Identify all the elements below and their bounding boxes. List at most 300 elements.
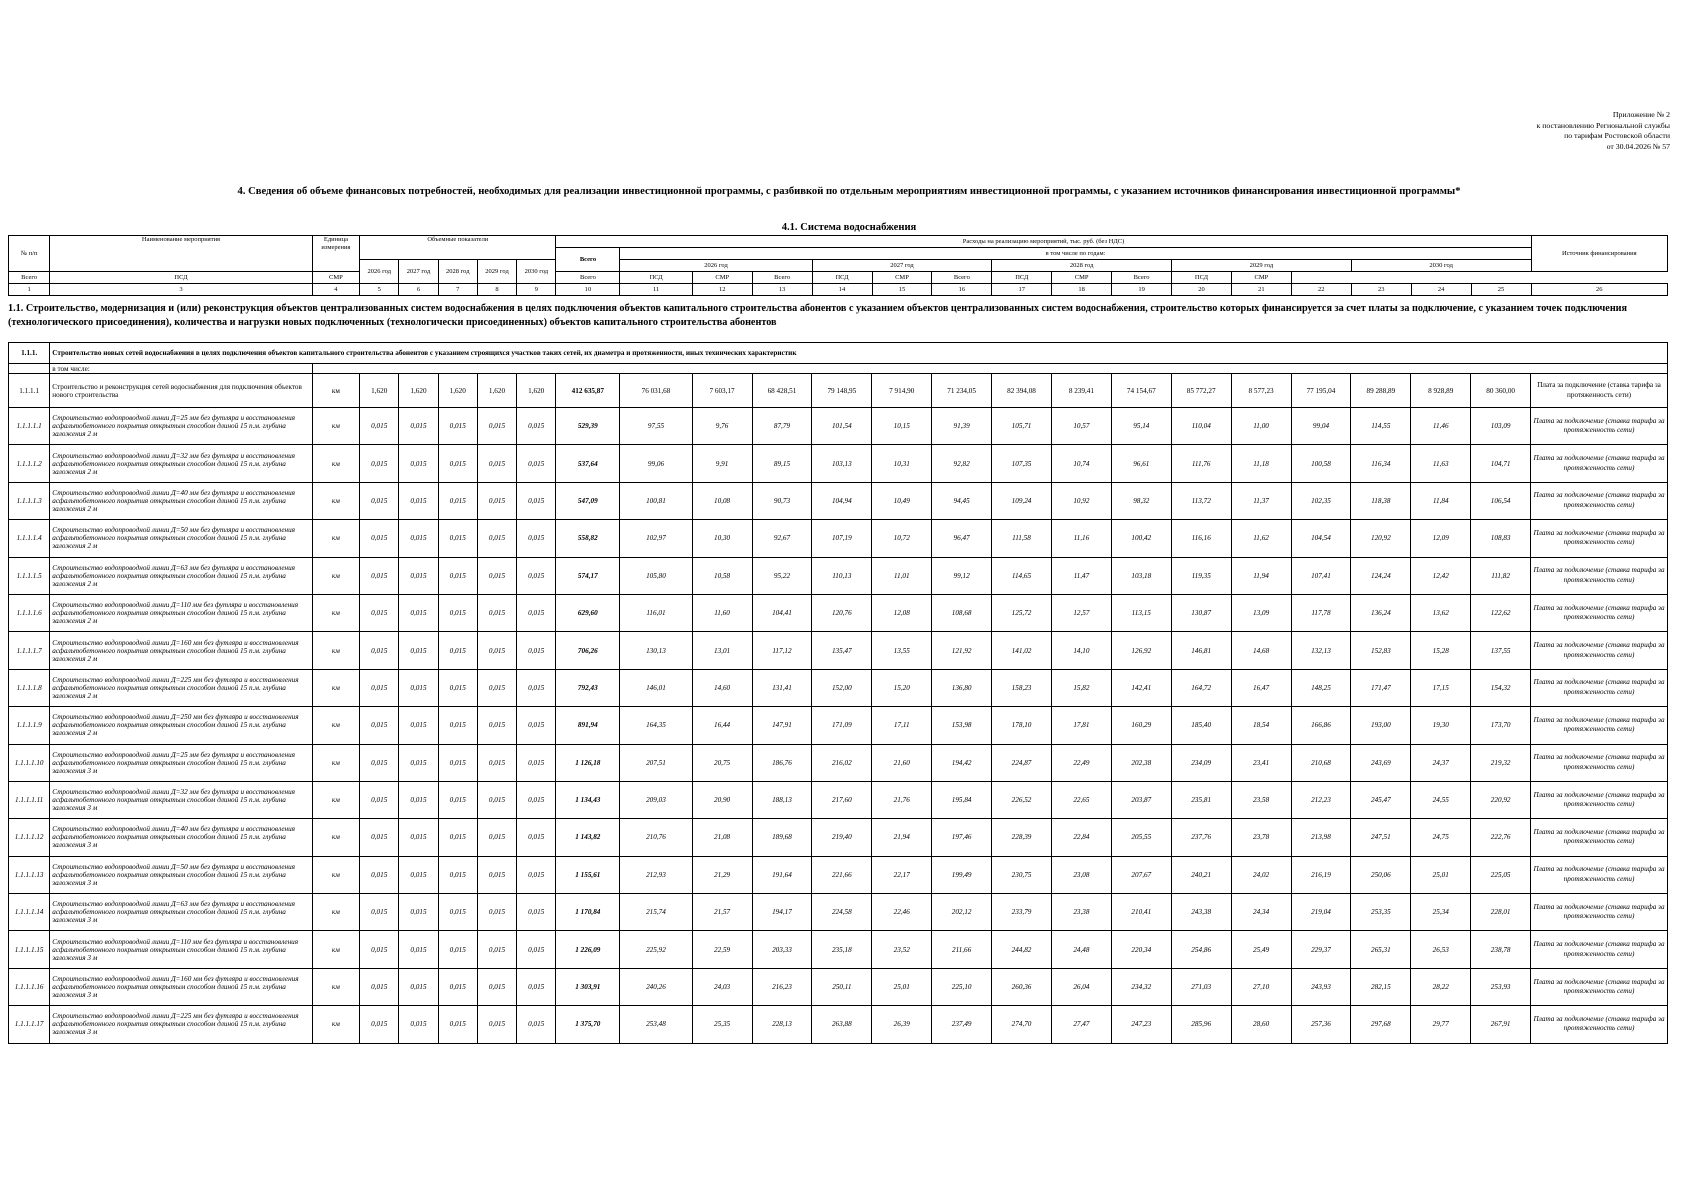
row-num: 1.1.1.1.16 — [9, 968, 50, 1005]
row-cost: 225,92 — [620, 931, 692, 968]
row-cost: 216,02 — [812, 744, 872, 781]
row-cost: 105,80 — [620, 557, 692, 594]
row-cost: 282,15 — [1351, 968, 1411, 1005]
header-colnum: 11 — [620, 284, 692, 296]
row-cost: 25,01 — [1411, 856, 1471, 893]
row-source: Плата за подключение (ставка тарифа за протяженность сети) — [1531, 707, 1668, 744]
row-cost: 207,51 — [620, 744, 692, 781]
row-volume: 0,015 — [399, 520, 438, 557]
row-cost: 131,41 — [752, 669, 812, 706]
row-name: Строительство водопроводной линии Д=40 мм без футляра и восстановления асфальтобетонного покрытия открытым способом длиной 15 п.м. глубина заложения 3 м — [50, 819, 312, 856]
row-cost: 9,91 — [692, 445, 752, 482]
row-cost: 19,30 — [1411, 707, 1471, 744]
row-total: 1 170,84 — [556, 894, 620, 931]
row-cost: 250,11 — [812, 968, 872, 1005]
row-cost: 11,84 — [1411, 482, 1471, 519]
row-name: Строительство водопроводной линии Д=32 мм без футляра и восстановления асфальтобетонного покрытия открытым способом длиной 15 п.м. глубина заложения 2 м — [50, 445, 312, 482]
row-cost: 14,10 — [1051, 632, 1111, 669]
row-volume: 0,015 — [399, 408, 438, 445]
row-cost: 8 928,89 — [1411, 374, 1471, 408]
row-cost: 71 234,05 — [932, 374, 992, 408]
row-cost: 24,03 — [692, 968, 752, 1005]
header-colnum: 17 — [992, 284, 1052, 296]
row-cost: 15,28 — [1411, 632, 1471, 669]
row-volume: 0,015 — [399, 445, 438, 482]
row-name: Строительство водопроводной линии Д=50 мм без футляра и восстановления асфальтобетонного покрытия открытым способом длиной 15 п.м. глубина заложения 3 м — [50, 856, 312, 893]
row-volume: 0,015 — [477, 856, 516, 893]
header-colnum: 21 — [1231, 284, 1291, 296]
row-cost: 116,01 — [620, 594, 692, 631]
row-unit: км — [312, 482, 360, 519]
row-num: 1.1.1.1.12 — [9, 819, 50, 856]
table-row — [9, 482, 1668, 519]
row-cost: 116,34 — [1351, 445, 1411, 482]
row-cost: 74 154,67 — [1111, 374, 1171, 408]
row-volume: 0,015 — [438, 856, 477, 893]
row-cost: 16,47 — [1231, 669, 1291, 706]
row-volume: 0,015 — [438, 632, 477, 669]
header-total: Всего — [556, 248, 620, 272]
table-row — [9, 931, 1668, 968]
row-volume: 0,015 — [399, 632, 438, 669]
row-num: 1.1.1.1.8 — [9, 669, 50, 706]
header-cost-year: 2027 год — [812, 260, 992, 272]
row-cost: 22,17 — [872, 856, 932, 893]
row-volume: 0,015 — [438, 707, 477, 744]
row-volume: 0,015 — [399, 819, 438, 856]
row-volume: 0,015 — [477, 557, 516, 594]
row-volume: 0,015 — [360, 669, 399, 706]
row-cost: 25,35 — [692, 1006, 752, 1043]
header-subcol: ПСД — [50, 272, 312, 284]
header-name: Наименование мероприятия — [50, 236, 312, 272]
row-cost: 254,86 — [1171, 931, 1231, 968]
row-cost: 9,76 — [692, 408, 752, 445]
row-cost: 22,46 — [872, 894, 932, 931]
document-title: 4. Сведения об объеме финансовых потребностей, необходимых для реализации инвестиционной программы, с разбивкой по отдельным мероприятиям инвестиционной программы, с указанием источников финансирования инвестиционной программы* — [237, 186, 1461, 197]
header-subcol: СМР — [1231, 272, 1291, 284]
row-cost: 96,61 — [1111, 445, 1171, 482]
row-volume: 1,620 — [477, 374, 516, 408]
row-cost: 136,24 — [1351, 594, 1411, 631]
row-volume: 0,015 — [477, 445, 516, 482]
row-cost: 11,18 — [1231, 445, 1291, 482]
row-cost: 68 428,51 — [752, 374, 812, 408]
header-volume-year: 2027 год — [399, 260, 438, 284]
row-cost: 13,55 — [872, 632, 932, 669]
row-name: Строительство водопроводной линии Д=40 мм без футляра и восстановления асфальтобетонного покрытия открытым способом длиной 15 п.м. глубина заложения 2 м — [50, 482, 312, 519]
row-volume: 0,015 — [517, 707, 556, 744]
row-cost: 234,32 — [1111, 968, 1171, 1005]
row-volume: 0,015 — [477, 819, 516, 856]
row-cost: 21,29 — [692, 856, 752, 893]
row-name: Строительство водопроводной линии Д=25 мм без футляра и восстановления асфальтобетонного покрытия открытым способом длиной 15 п.м. глубина заложения 3 м — [50, 744, 312, 781]
row-source: Плата за подключение (ставка тарифа за протяженность сети) — [1531, 594, 1668, 631]
row-cost: 193,00 — [1351, 707, 1411, 744]
row-cost: 24,48 — [1051, 931, 1111, 968]
row-volume: 0,015 — [477, 894, 516, 931]
header-unit: Единица измерения — [312, 236, 360, 272]
row-cost: 224,87 — [992, 744, 1052, 781]
appendix-line: Приложение № 2 — [1612, 110, 1670, 119]
row-cost: 164,72 — [1171, 669, 1231, 706]
table-row — [9, 1006, 1668, 1043]
row-source: Плата за подключение (ставка тарифа за протяженность сети) — [1531, 669, 1668, 706]
row-volume: 0,015 — [477, 594, 516, 631]
row-cost: 25,49 — [1231, 931, 1291, 968]
row-cost: 228,39 — [992, 819, 1052, 856]
row-volume: 0,015 — [477, 482, 516, 519]
row-volume: 0,015 — [438, 520, 477, 557]
row-volume: 0,015 — [360, 707, 399, 744]
row-cost: 23,38 — [1051, 894, 1111, 931]
row-cost: 135,47 — [812, 632, 872, 669]
header-colnum: 26 — [1531, 284, 1667, 296]
row-cost: 119,35 — [1171, 557, 1231, 594]
row-num: 1.1.1.1.4 — [9, 520, 50, 557]
row-cost: 152,83 — [1351, 632, 1411, 669]
row-source: Плата за подключение (ставка тарифа за протяженность сети) — [1531, 856, 1668, 893]
header-volume-year: 2030 год — [517, 260, 556, 284]
row-cost: 28,60 — [1231, 1006, 1291, 1043]
row-cost: 243,69 — [1351, 744, 1411, 781]
row-cost: 173,70 — [1471, 707, 1531, 744]
row-cost: 103,13 — [812, 445, 872, 482]
header-colnum: 19 — [1112, 284, 1172, 296]
row-cost: 117,12 — [752, 632, 812, 669]
row-volume: 0,015 — [517, 894, 556, 931]
row-source: Плата за подключение (ставка тарифа за протяженность сети) — [1531, 931, 1668, 968]
row-source: Плата за подключение (ставка тарифа за протяженность сети) — [1531, 374, 1668, 408]
row-cost: 120,76 — [812, 594, 872, 631]
row-cost: 126,92 — [1111, 632, 1171, 669]
header-table — [8, 235, 1668, 296]
row-cost: 97,55 — [620, 408, 692, 445]
row-cost: 11,16 — [1051, 520, 1111, 557]
row-cost: 114,65 — [992, 557, 1052, 594]
row-cost: 210,41 — [1111, 894, 1171, 931]
header-colnum: 8 — [477, 284, 516, 296]
row-cost: 107,41 — [1291, 557, 1351, 594]
row-volume: 0,015 — [477, 520, 516, 557]
row-unit: км — [312, 856, 360, 893]
row-unit: км — [312, 445, 360, 482]
row-cost: 250,06 — [1351, 856, 1411, 893]
header-colnum: 16 — [932, 284, 992, 296]
row-cost: 142,41 — [1111, 669, 1171, 706]
row-cost: 11,37 — [1231, 482, 1291, 519]
row-cost: 216,23 — [752, 968, 812, 1005]
row-cost: 103,09 — [1471, 408, 1531, 445]
row-cost: 297,68 — [1351, 1006, 1411, 1043]
row-cost: 11,01 — [872, 557, 932, 594]
row-cost: 21,60 — [872, 744, 932, 781]
row-cost: 203,33 — [752, 931, 812, 968]
row-volume: 0,015 — [438, 931, 477, 968]
row-cost: 111,76 — [1171, 445, 1231, 482]
row-cost: 243,38 — [1171, 894, 1231, 931]
header-subcol: Всего — [556, 272, 620, 284]
row-unit: км — [312, 557, 360, 594]
header-subcols-row — [9, 272, 1668, 284]
header-colnums-row — [9, 284, 1668, 296]
header-colnum: 5 — [360, 284, 399, 296]
header-colnum: 23 — [1351, 284, 1411, 296]
row-cost: 110,04 — [1171, 408, 1231, 445]
row-cost: 195,84 — [932, 781, 992, 818]
row-num: 1.1.1.1.15 — [9, 931, 50, 968]
row-cost: 21,08 — [692, 819, 752, 856]
row-cost: 152,00 — [812, 669, 872, 706]
row-cost: 197,46 — [932, 819, 992, 856]
row-cost: 171,09 — [812, 707, 872, 744]
header-colnum: 24 — [1411, 284, 1471, 296]
row-volume: 0,015 — [517, 594, 556, 631]
row-cost: 116,16 — [1171, 520, 1231, 557]
row-cost: 211,66 — [932, 931, 992, 968]
row-cost: 225,05 — [1471, 856, 1531, 893]
row-volume: 0,015 — [438, 894, 477, 931]
subsection-num: 1.1.1. — [9, 343, 50, 364]
row-cost: 221,66 — [812, 856, 872, 893]
row-volume: 0,015 — [517, 669, 556, 706]
row-cost: 10,30 — [692, 520, 752, 557]
table-row — [9, 520, 1668, 557]
appendix-line: по тарифам Ростовской области — [1564, 131, 1670, 140]
row-cost: 18,54 — [1231, 707, 1291, 744]
row-name: Строительство водопроводной линии Д=225 мм без футляра и восстановления асфальтобетонного покрытия открытым способом длиной 15 п.м. глубина заложения 3 м — [50, 1006, 312, 1043]
table-row — [9, 894, 1668, 931]
row-cost: 24,34 — [1231, 894, 1291, 931]
row-cost: 22,49 — [1051, 744, 1111, 781]
row-num: 1.1.1.1.6 — [9, 594, 50, 631]
row-volume: 0,015 — [517, 482, 556, 519]
row-cost: 23,08 — [1051, 856, 1111, 893]
row-source: Плата за подключение (ставка тарифа за протяженность сети) — [1531, 968, 1668, 1005]
row-cost: 23,52 — [872, 931, 932, 968]
row-cost: 122,62 — [1471, 594, 1531, 631]
row-cost: 253,48 — [620, 1006, 692, 1043]
header-source: Источник финансирования — [1531, 236, 1667, 272]
row-cost: 82 394,08 — [992, 374, 1052, 408]
row-total: 629,60 — [556, 594, 620, 631]
row-volume: 0,015 — [517, 557, 556, 594]
row-cost: 154,32 — [1471, 669, 1531, 706]
row-num: 1.1.1.1.1 — [9, 408, 50, 445]
row-cost: 8 239,41 — [1051, 374, 1111, 408]
row-volume: 0,015 — [438, 781, 477, 818]
row-unit: км — [312, 707, 360, 744]
row-unit: км — [312, 594, 360, 631]
row-cost: 100,81 — [620, 482, 692, 519]
row-cost: 89 288,89 — [1351, 374, 1411, 408]
header-subcol: Всего — [932, 272, 992, 284]
row-cost: 106,54 — [1471, 482, 1531, 519]
row-cost: 113,15 — [1111, 594, 1171, 631]
row-volume: 0,015 — [517, 781, 556, 818]
row-name: Строительство водопроводной линии Д=225 мм без футляра и восстановления асфальтобетонного покрытия открытым способом длиной 15 п.м. глубина заложения 2 м — [50, 669, 312, 706]
row-volume: 0,015 — [477, 968, 516, 1005]
row-num: 1.1.1.1.17 — [9, 1006, 50, 1043]
row-cost: 132,13 — [1291, 632, 1351, 669]
table-row — [9, 669, 1668, 706]
appendix-line: от 30.04.2026 № 57 — [1606, 141, 1670, 151]
row-volume: 0,015 — [360, 744, 399, 781]
row-cost: 240,21 — [1171, 856, 1231, 893]
row-cost: 185,40 — [1171, 707, 1231, 744]
row-volume: 0,015 — [477, 744, 516, 781]
row-total: 412 635,87 — [556, 374, 620, 408]
header-colnum: 14 — [812, 284, 872, 296]
row-cost: 203,87 — [1111, 781, 1171, 818]
row-cost: 10,57 — [1051, 408, 1111, 445]
row-total: 1 126,18 — [556, 744, 620, 781]
row-cost: 92,82 — [932, 445, 992, 482]
row-cost: 253,35 — [1351, 894, 1411, 931]
row-cost: 124,24 — [1351, 557, 1411, 594]
row-num: 1.1.1.1.9 — [9, 707, 50, 744]
row-unit: км — [312, 968, 360, 1005]
row-volume: 0,015 — [360, 781, 399, 818]
row-cost: 109,24 — [992, 482, 1052, 519]
row-num: 1.1.1.1.10 — [9, 744, 50, 781]
row-num: 1.1.1.1.5 — [9, 557, 50, 594]
row-cost: 24,02 — [1231, 856, 1291, 893]
row-source: Плата за подключение (ставка тарифа за протяженность сети) — [1531, 781, 1668, 818]
empty-cell — [9, 364, 50, 374]
row-volume: 0,015 — [517, 856, 556, 893]
row-source: Плата за подключение (ставка тарифа за протяженность сети) — [1531, 819, 1668, 856]
row-volume: 0,015 — [360, 1006, 399, 1043]
row-cost: 257,36 — [1291, 1006, 1351, 1043]
header-colnum: 7 — [438, 284, 477, 296]
row-cost: 104,71 — [1471, 445, 1531, 482]
row-num: 1.1.1.1.7 — [9, 632, 50, 669]
row-cost: 104,54 — [1291, 520, 1351, 557]
row-cost: 23,78 — [1231, 819, 1291, 856]
row-source: Плата за подключение (ставка тарифа за протяженность сети) — [1531, 408, 1668, 445]
row-cost: 215,74 — [620, 894, 692, 931]
row-cost: 226,52 — [992, 781, 1052, 818]
row-volume: 0,015 — [399, 594, 438, 631]
header-volume: Объемные показатели — [360, 236, 556, 260]
row-source: Плата за подключение (ставка тарифа за протяженность сети) — [1531, 557, 1668, 594]
header-subcol: Всего — [752, 272, 812, 284]
row-total: 574,17 — [556, 557, 620, 594]
row-cost: 171,47 — [1351, 669, 1411, 706]
row-volume: 0,015 — [517, 1006, 556, 1043]
row-cost: 130,13 — [620, 632, 692, 669]
row-cost: 102,35 — [1291, 482, 1351, 519]
row-volume: 0,015 — [360, 968, 399, 1005]
header-subcol: СМР — [312, 272, 360, 284]
including-row — [9, 364, 1668, 374]
row-volume: 0,015 — [360, 408, 399, 445]
row-num: 1.1.1.1.3 — [9, 482, 50, 519]
row-volume: 0,015 — [517, 931, 556, 968]
row-name: Строительство водопроводной линии Д=250 мм без футляра и восстановления асфальтобетонного покрытия открытым способом длиной 15 п.м. глубина заложения 2 м — [50, 707, 312, 744]
header-cost-year: 2028 год — [992, 260, 1172, 272]
row-cost: 13,01 — [692, 632, 752, 669]
row-cost: 10,49 — [872, 482, 932, 519]
row-cost: 188,13 — [752, 781, 812, 818]
row-cost: 99,06 — [620, 445, 692, 482]
header-colnum: 18 — [1052, 284, 1112, 296]
row-unit: км — [312, 931, 360, 968]
row-cost: 76 031,68 — [620, 374, 692, 408]
table-row — [9, 707, 1668, 744]
row-cost: 104,41 — [752, 594, 812, 631]
header-cost-year: 2026 год — [620, 260, 812, 272]
empty-cell — [312, 364, 1667, 374]
header-subcol: СМР — [872, 272, 932, 284]
row-volume: 0,015 — [517, 968, 556, 1005]
row-volume: 0,015 — [517, 744, 556, 781]
row-volume: 0,015 — [517, 445, 556, 482]
row-cost: 111,82 — [1471, 557, 1531, 594]
row-name: Строительство водопроводной линии Д=110 мм без футляра и восстановления асфальтобетонного покрытия открытым способом длиной 15 п.м. глубина заложения 3 м — [50, 931, 312, 968]
row-cost: 85 772,27 — [1171, 374, 1231, 408]
row-cost: 99,04 — [1291, 408, 1351, 445]
row-total: 1 134,43 — [556, 781, 620, 818]
row-cost: 13,62 — [1411, 594, 1471, 631]
row-unit: км — [312, 1006, 360, 1043]
row-cost: 100,58 — [1291, 445, 1351, 482]
row-cost: 274,70 — [992, 1006, 1052, 1043]
row-total: 891,94 — [556, 707, 620, 744]
row-volume: 0,015 — [360, 520, 399, 557]
row-cost: 212,23 — [1291, 781, 1351, 818]
row-cost: 212,93 — [620, 856, 692, 893]
header-subcol: СМР — [692, 272, 752, 284]
row-cost: 29,77 — [1411, 1006, 1471, 1043]
row-cost: 237,49 — [932, 1006, 992, 1043]
appendix-block — [1370, 110, 1670, 152]
header-colnum: 20 — [1172, 284, 1232, 296]
row-cost: 125,72 — [992, 594, 1052, 631]
row-cost: 271,03 — [1171, 968, 1231, 1005]
row-total: 792,43 — [556, 669, 620, 706]
row-cost: 238,78 — [1471, 931, 1531, 968]
row-volume: 0,015 — [399, 482, 438, 519]
row-cost: 12,08 — [872, 594, 932, 631]
row-cost: 108,83 — [1471, 520, 1531, 557]
header-volume-year: 2026 год — [360, 260, 399, 284]
row-cost: 285,96 — [1171, 1006, 1231, 1043]
row-cost: 10,31 — [872, 445, 932, 482]
row-volume: 0,015 — [477, 931, 516, 968]
row-cost: 260,36 — [992, 968, 1052, 1005]
row-cost: 253,93 — [1471, 968, 1531, 1005]
row-cost: 202,12 — [932, 894, 992, 931]
row-volume: 0,015 — [477, 669, 516, 706]
document-subtitle: 4.1. Система водоснабжения — [781, 222, 917, 233]
row-volume: 1,620 — [517, 374, 556, 408]
row-cost: 12,57 — [1051, 594, 1111, 631]
row-cost: 11,47 — [1051, 557, 1111, 594]
row-cost: 21,76 — [872, 781, 932, 818]
row-cost: 22,59 — [692, 931, 752, 968]
row-cost: 234,09 — [1171, 744, 1231, 781]
row-num: 1.1.1.1.14 — [9, 894, 50, 931]
row-source: Плата за подключение (ставка тарифа за протяженность сети) — [1531, 445, 1668, 482]
row-cost: 20,75 — [692, 744, 752, 781]
row-cost: 113,72 — [1171, 482, 1231, 519]
row-unit: км — [312, 520, 360, 557]
row-cost: 210,68 — [1291, 744, 1351, 781]
row-cost: 20,90 — [692, 781, 752, 818]
header-including-years: в том числе по годам: — [620, 248, 1531, 260]
